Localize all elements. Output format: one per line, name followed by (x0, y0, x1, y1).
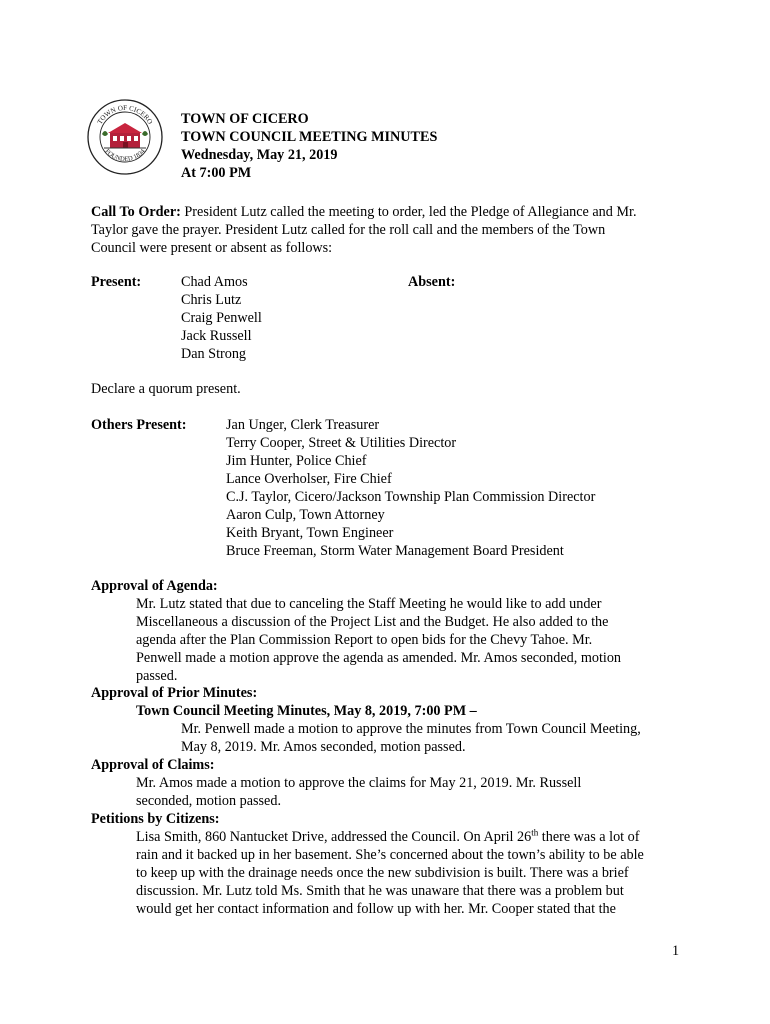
petitions-line: Lisa Smith, 860 Nantucket Drive, addressed the Council. On April 26th there was a lot of (136, 827, 640, 845)
prior-minutes-subheading: Town Council Meeting Minutes, May 8, 2019, 7:00 PM – (136, 703, 477, 719)
petitions-line: discussion. Mr. Lutz told Ms. Smith that he was unaware that there was a problem but (136, 883, 624, 899)
approval-of-claims-heading: Approval of Claims: (91, 757, 215, 773)
page-number: 1 (672, 943, 680, 959)
town-seal-logo (86, 98, 164, 176)
document-header (181, 110, 437, 182)
approval-of-agenda-heading: Approval of Agenda: (91, 578, 218, 594)
others-present-person: Aaron Culp, Town Attorney (226, 507, 385, 523)
others-present-list (226, 416, 595, 560)
others-present-person: C.J. Taylor, Cicero/Jackson Township Plan Commission Director (226, 489, 596, 505)
present-member: Chad Amos (181, 274, 248, 290)
present-member: Craig Penwell (181, 310, 262, 326)
others-present-person: Terry Cooper, Street & Utilities Director (226, 435, 457, 451)
header-town-name: TOWN OF CICERO (181, 111, 309, 127)
others-present-person: Jan Unger, Clerk Treasurer (226, 417, 380, 433)
svg-text:TOWN OF CICERO: TOWN OF CICERO (95, 103, 155, 126)
agenda-line: agenda after the Plan Commission Report to open bids for the Chevy Tahoe. Mr. (136, 632, 593, 648)
petitions-line: rain and it backed up in her basement. She’s concerned about the town’s ability to be able (136, 847, 644, 863)
others-present-person: Lance Overholser, Fire Chief (226, 471, 392, 487)
call-to-order-section (91, 203, 691, 257)
present-label: Present: (91, 274, 142, 290)
svg-text:FOUNDED 1834: FOUNDED 1834 (103, 147, 147, 163)
petitions-line: would get her contact information and follow up with her. Mr. Cooper stated that the (136, 901, 616, 917)
others-present-person: Keith Bryant, Town Engineer (226, 525, 394, 541)
others-present-person: Jim Hunter, Police Chief (226, 453, 367, 469)
prior-minutes-line: May 8, 2019. Mr. Amos seconded, motion passed. (181, 739, 466, 755)
header-title: TOWN COUNCIL MEETING MINUTES (181, 129, 438, 145)
header-date: Wednesday, May 21, 2019 (181, 147, 338, 163)
approval-of-agenda-body (136, 595, 621, 685)
present-member: Chris Lutz (181, 292, 242, 308)
present-members-list (181, 273, 262, 363)
present-member: Dan Strong (181, 346, 247, 362)
agenda-line: Mr. Lutz stated that due to canceling the Staff Meeting he would like to add under (136, 596, 602, 612)
petitions-by-citizens-heading: Petitions by Citizens: (91, 811, 220, 827)
claims-line: Mr. Amos made a motion to approve the claims for May 21, 2019. Mr. Russell (136, 775, 582, 791)
prior-minutes-body (181, 720, 641, 756)
absent-label: Absent: (408, 274, 456, 290)
present-member: Jack Russell (181, 328, 252, 344)
call-to-order-text: President Lutz called the meeting to order, led the Pledge of Allegiance and Mr. (180, 204, 637, 220)
agenda-line: Penwell made a motion approve the agenda as amended. Mr. Amos seconded, motion (136, 650, 622, 666)
call-to-order-text: Taylor gave the prayer. President Lutz called for the roll call and the members of the Town (91, 222, 606, 238)
approval-of-prior-minutes-heading: Approval of Prior Minutes: (91, 685, 258, 701)
prior-minutes-line: Mr. Penwell made a motion to approve the minutes from Town Council Meeting, (181, 721, 641, 737)
call-to-order-text: Council were present or absent as follows: (91, 240, 333, 256)
header-time: At 7:00 PM (181, 165, 252, 181)
others-present-label: Others Present: (91, 417, 187, 433)
approval-of-claims-body (136, 774, 581, 810)
agenda-line: passed. (136, 668, 178, 684)
agenda-line: Miscellaneous a discussion of the Project List and the Budget. He also added to the (136, 614, 609, 630)
others-present-person: Bruce Freeman, Storm Water Management Board President (226, 543, 564, 559)
quorum-statement: Declare a quorum present. (91, 381, 241, 397)
claims-line: seconded, motion passed. (136, 793, 281, 809)
petitions-body (136, 828, 644, 918)
call-to-order-label: Call To Order: (91, 204, 181, 220)
petitions-line: to keep up with the drainage needs once the new subdivision is built. There was a brief (136, 865, 629, 881)
